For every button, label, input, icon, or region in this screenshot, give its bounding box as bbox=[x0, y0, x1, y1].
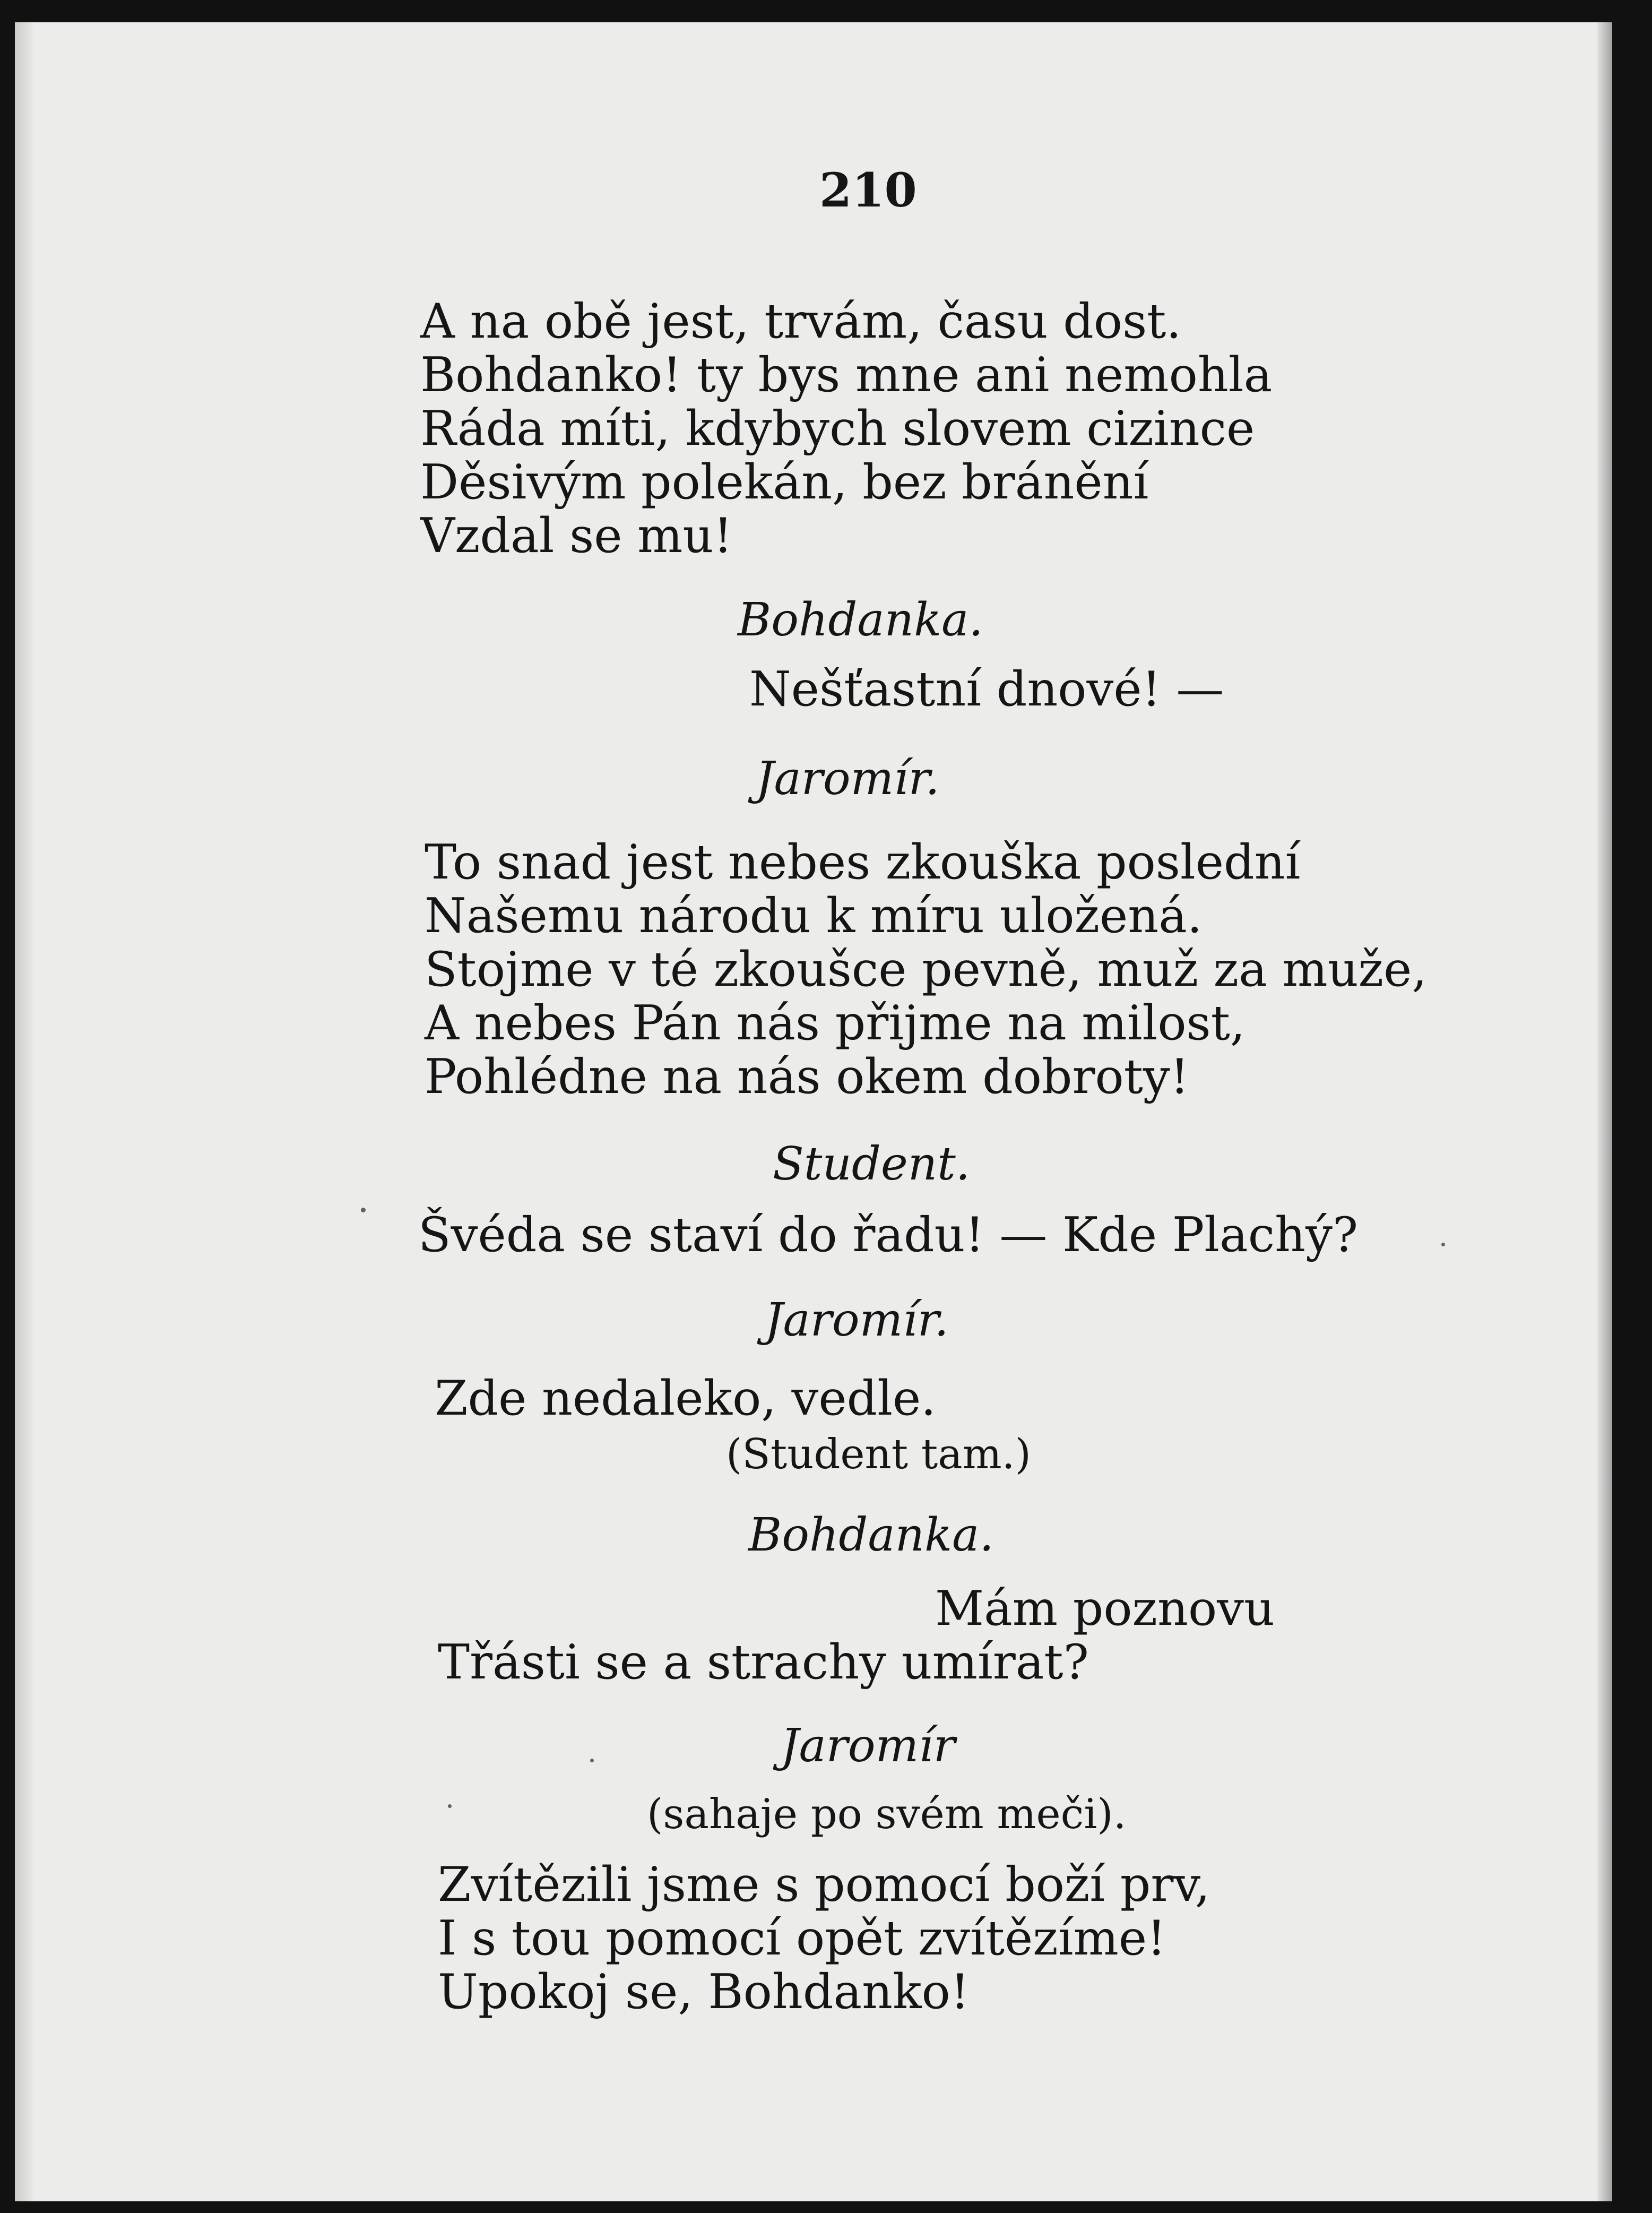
verse-line-10: A nebes Pán nás přijme na milost, bbox=[425, 995, 1246, 1051]
verse-line-7: To snad jest nebes zkouška poslední bbox=[425, 834, 1301, 890]
paper-speck bbox=[1441, 1243, 1445, 1246]
speaker-bohdanka-1: Bohdanka. bbox=[738, 593, 983, 647]
verse-line-9: Stojme v té zkoušce pevně, muž za muže, bbox=[425, 942, 1427, 997]
verse-line-18: Upokoj se, Bohdanko! bbox=[438, 1964, 970, 2020]
speaker-student: Student. bbox=[773, 1138, 971, 1191]
verse-line-4: Děsivým polekán, bez bránění bbox=[420, 454, 1149, 510]
paper-speck bbox=[361, 1208, 366, 1212]
speaker-jaromir-1: Jaromír. bbox=[756, 752, 940, 805]
verse-line-17: I s tou pomocí opět zvítězíme! bbox=[438, 1910, 1166, 1966]
speaker-bohdanka-2: Bohdanka. bbox=[748, 1509, 994, 1562]
verse-line-2: Bohdanko! ty bys mne ani nemohla bbox=[420, 347, 1273, 403]
verse-line-3: Ráda míti, kdybych slovem cizince bbox=[420, 401, 1255, 457]
scanned-book-page bbox=[15, 22, 1612, 2201]
dialogue-line-bohdanka-2b: Třásti se a strachy umírat? bbox=[438, 1634, 1089, 1690]
paper-speck bbox=[590, 1759, 594, 1762]
verse-line-16: Zvítězili jsme s pomocí boží prv, bbox=[438, 1857, 1210, 1913]
page-left-edge-shading bbox=[15, 22, 35, 2201]
dialogue-line-bohdanka-1: Nešťastní dnové! — bbox=[749, 661, 1224, 717]
dialogue-line-student: Švéda se staví do řadu! — Kde Plachý? bbox=[418, 1207, 1359, 1263]
dialogue-line-bohdanka-2a: Mám poznovu bbox=[935, 1581, 1275, 1637]
page-right-edge-shadow bbox=[1597, 22, 1612, 2201]
speaker-jaromir-2: Jaromír. bbox=[765, 1294, 949, 1347]
speaker-jaromir-3: Jaromír bbox=[781, 1719, 955, 1772]
verse-line-1: A na obě jest, trvám, času dost. bbox=[420, 294, 1182, 349]
verse-line-8: Našemu národu k míru uložená. bbox=[425, 888, 1203, 944]
verse-line-11: Pohlédne na nás okem dobroty! bbox=[425, 1049, 1189, 1105]
stage-direction-student-tam: (Student tam.) bbox=[726, 1431, 1031, 1478]
stage-direction-sahaje: (sahaje po svém meči). bbox=[647, 1790, 1127, 1838]
verse-line-5: Vzdal se mu! bbox=[420, 508, 733, 564]
page-number: 210 bbox=[819, 162, 917, 218]
paper-speck bbox=[448, 1804, 452, 1808]
dialogue-line-jaromir-2: Zde nedaleko, vedle. bbox=[435, 1371, 936, 1426]
